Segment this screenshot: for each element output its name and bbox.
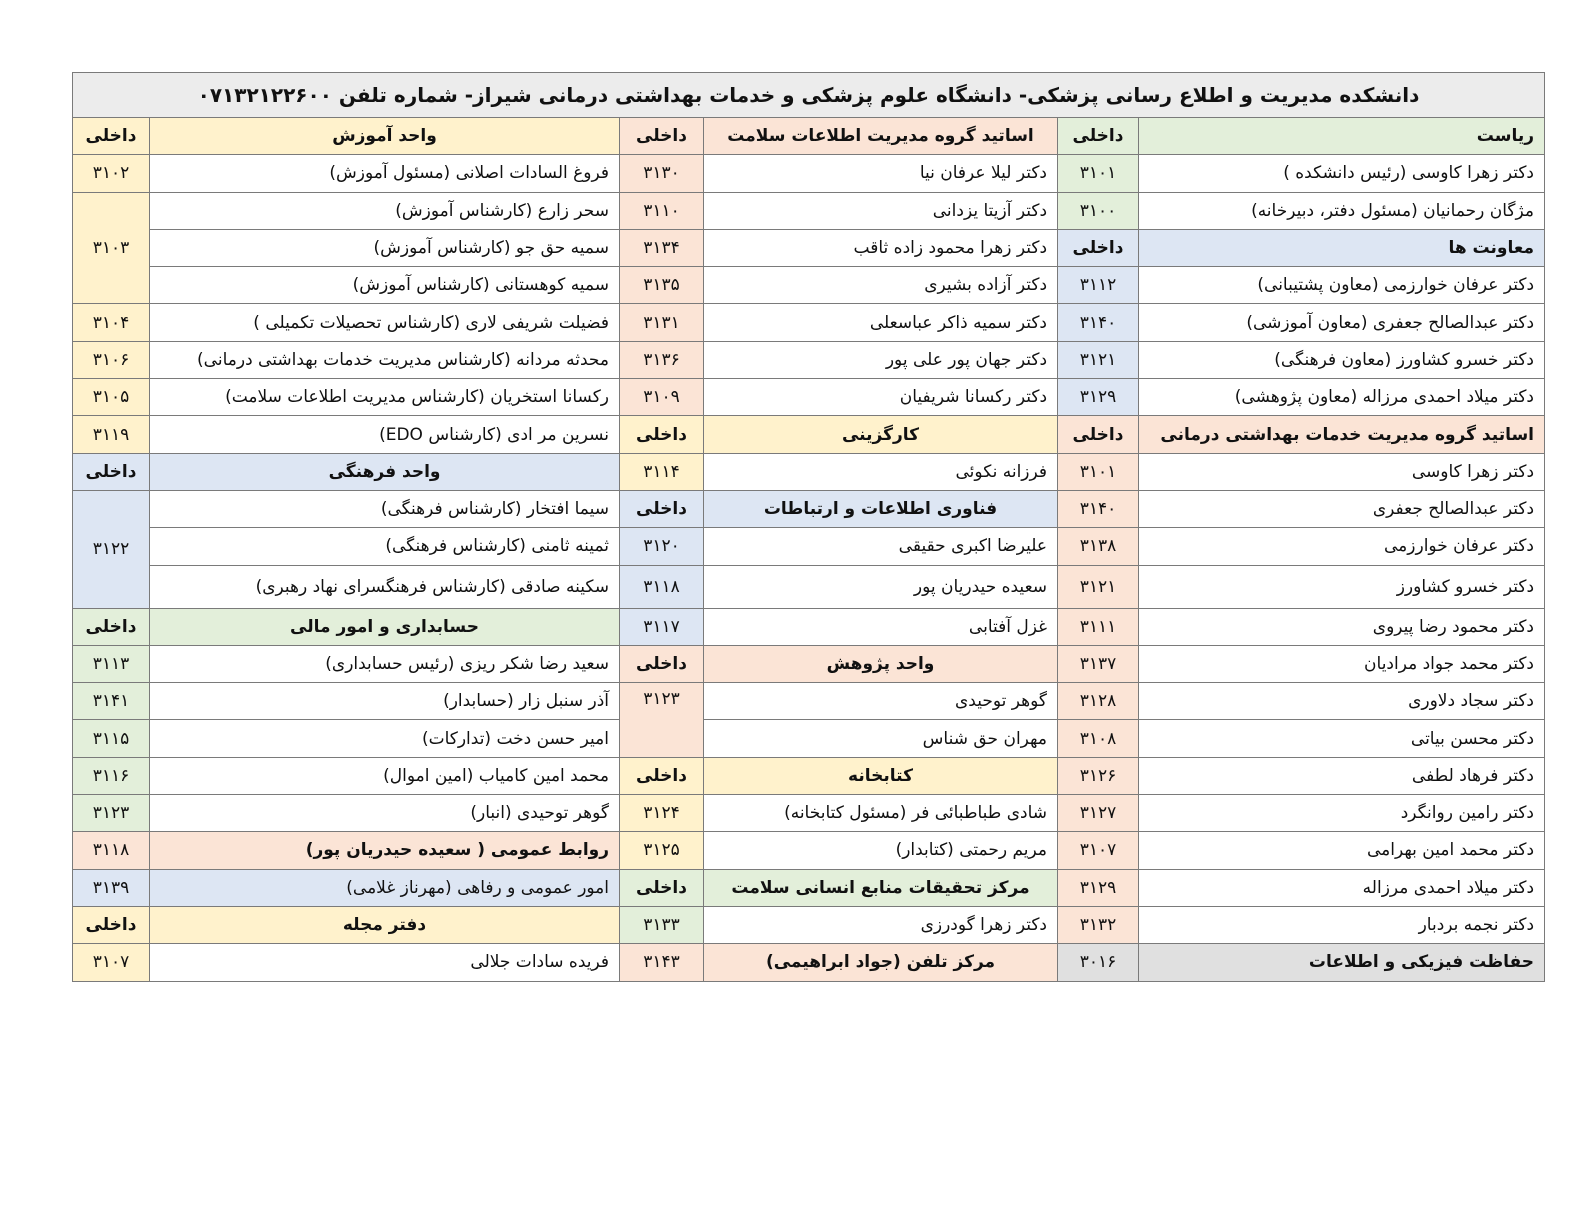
staff-name: سعیده حیدریان پور [704,565,1058,608]
it-header: فناوری اطلاعات و ارتباطات [704,490,1058,527]
staff-ext: ۳۱۳۲ [1058,906,1139,943]
staff-name: فرزانه نکوئی [704,453,1058,490]
staff-ext: ۳۱۲۳ [620,683,704,758]
staff-ext: ۳۱۲۹ [1058,379,1139,416]
staff-ext: ۳۱۲۰ [620,528,704,565]
deputies-header: معاونت ها [1139,229,1545,266]
staff-name: دکتر عرفان خوارزمی [1139,528,1545,565]
hsm-faculty-header: اساتید گروه مدیریت خدمات بهداشتی درمانی [1139,416,1545,453]
staff-name: دکتر زهرا محمود زاده ثاقب [704,229,1058,266]
staff-name: محمد امین کامیاب (امین اموال) [150,757,620,794]
staff-name: فریده سادات جلالی [150,944,620,981]
staff-ext: ۳۱۰۱ [1058,453,1139,490]
staff-name: سحر زارع (کارشناس آموزش) [150,192,620,229]
staff-ext: ۳۱۰۲ [73,155,150,192]
staff-name: دکتر سمیه ذاکر عباسعلی [704,304,1058,341]
staff-ext: ۳۱۰۶ [73,341,150,378]
staff-name: دکتر رامین روانگرد [1139,795,1545,832]
directory-table [72,72,1545,982]
staff-ext: ۳۱۱۰ [620,192,704,229]
staff-ext: ۳۱۳۷ [1058,645,1139,682]
ext-header: داخلی [1058,229,1139,266]
staff-ext: ۳۱۱۸ [620,565,704,608]
staff-name: دکتر زهرا کاوسی [1139,453,1545,490]
staff-name: آذر سنبل زار (حسابدار) [150,683,620,720]
staff-ext: ۳۱۴۰ [1058,490,1139,527]
staff-ext: ۳۱۱۷ [620,608,704,645]
staff-name: گوهر توحیدی (انبار) [150,795,620,832]
staff-name: دکتر میلاد احمدی مرزاله (معاون پژوهشی) [1139,379,1545,416]
staff-name: فضیلت شریفی لاری (کارشناس تحصیلات تکمیلی ) [150,304,620,341]
staff-ext: ۳۱۲۳ [73,795,150,832]
research-header: واحد پژوهش [704,645,1058,682]
staff-name: دکتر لیلا عرفان نیا [704,155,1058,192]
staff-ext: ۳۱۲۷ [1058,795,1139,832]
accounting-header: حسابداری و امور مالی [150,608,620,645]
staff-ext: ۳۱۲۵ [620,832,704,869]
staff-ext: ۳۱۰۴ [73,304,150,341]
staff-ext: ۳۱۲۸ [1058,683,1139,720]
staff-name: دکتر محمد امین بهرامی [1139,832,1545,869]
staff-ext: ۳۱۱۵ [73,720,150,757]
staff-name: فروغ السادات اصلانی (مسئول آموزش) [150,155,620,192]
ext-header: داخلی [1058,416,1139,453]
staff-ext: ۳۱۱۴ [620,453,704,490]
staff-ext: ۳۰۱۶ [1058,944,1139,981]
ext-header: داخلی [73,906,150,943]
staff-name: نسرین مر ادی (کارشناس EDO) [150,416,620,453]
staff-ext: ۳۱۱۳ [73,645,150,682]
staff-ext: ۳۱۲۴ [620,795,704,832]
staff-ext: ۳۱۲۲ [73,490,150,608]
staff-name: دکتر زهرا گودرزی [704,906,1058,943]
staff-name: دکتر آزاده بشیری [704,267,1058,304]
staff-name: غزل آفتابی [704,608,1058,645]
staff-ext: ۳۱۳۴ [620,229,704,266]
staff-ext: ۳۱۰۹ [620,379,704,416]
staff-name: محدثه مردانه (کارشناس مدیریت خدمات بهداشتی درمانی) [150,341,620,378]
staff-ext: ۳۱۲۱ [1058,565,1139,608]
staff-ext: ۳۱۱۹ [73,416,150,453]
staff-ext: ۳۱۰۸ [1058,720,1139,757]
staff-ext: ۳۱۰۵ [73,379,150,416]
page-title: دانشکده مدیریت و اطلاع رسانی پزشکی- دانشگاه علوم پزشکی و خدمات بهداشتی درمانی شیراز- شماره تلفن ۰۷۱۳۲۱۲۲۶۰۰ [73,73,1545,118]
staff-ext: ۳۱۱۶ [73,757,150,794]
staff-name: دکتر رکسانا شریفیان [704,379,1058,416]
security-header: حفاظت فیزیکی و اطلاعات [1139,944,1545,981]
staff-ext: ۳۱۴۰ [1058,304,1139,341]
staff-name: مریم رحمتی (کتابدار) [704,832,1058,869]
staff-name: امیر حسن دخت (تدارکات) [150,720,620,757]
staff-name: علیرضا اکبری حقیقی [704,528,1058,565]
staff-name: دکتر محمد جواد مرادیان [1139,645,1545,682]
library-header: کتابخانه [704,757,1058,794]
welfare-header: امور عمومی و رفاهی (مهرناز غلامی) [150,869,620,906]
staff-name: رکسانا استخریان (کارشناس مدیریت اطلاعات سلامت) [150,379,620,416]
staff-ext: ۳۱۰۱ [1058,155,1139,192]
staff-ext: ۳۱۴۱ [73,683,150,720]
staff-name: دکتر میلاد احمدی مرزاله [1139,869,1545,906]
staff-name: دکتر عبدالصالح جعفری [1139,490,1545,527]
selection-header: کارگزینی [704,416,1058,453]
staff-ext: ۳۱۳۸ [1058,528,1139,565]
staff-name: دکتر عرفان خوارزمی (معاون پشتیبانی) [1139,267,1545,304]
staff-name: دکتر سجاد دلاوری [1139,683,1545,720]
hr-center-header: مرکز تحقیقات منابع انسانی سلامت [704,869,1058,906]
staff-name: دکتر خسرو کشاورز [1139,565,1545,608]
ext-header: داخلی [620,118,704,155]
staff-name: مژگان رحمانیان (مسئول دفتر، دبیرخانه) [1139,192,1545,229]
staff-ext: ۳۱۰۳ [73,192,150,304]
staff-ext: ۳۱۱۸ [73,832,150,869]
him-faculty-header: اساتید گروه مدیریت اطلاعات سلامت [704,118,1058,155]
staff-name: دکتر جهان پور علی پور [704,341,1058,378]
journal-header: دفتر مجله [150,906,620,943]
staff-ext: ۳۱۲۱ [1058,341,1139,378]
staff-ext: ۳۱۱۱ [1058,608,1139,645]
staff-name: دکتر فرهاد لطفی [1139,757,1545,794]
staff-ext: ۳۱۰۰ [1058,192,1139,229]
staff-ext: ۳۱۲۹ [1058,869,1139,906]
public-relations-header: روابط عمومی ( سعیده حیدریان پور) [150,832,620,869]
staff-ext: ۳۱۲۶ [1058,757,1139,794]
staff-name: ثمینه ثامنی (کارشناس فرهنگی) [150,528,620,565]
staff-name: دکتر محسن بیاتی [1139,720,1545,757]
ext-header: داخلی [620,645,704,682]
ext-header: داخلی [1058,118,1139,155]
staff-ext: ۳۱۰۷ [1058,832,1139,869]
staff-ext: ۳۱۳۵ [620,267,704,304]
staff-ext: ۳۱۳۱ [620,304,704,341]
staff-ext: ۳۱۳۰ [620,155,704,192]
staff-name: سعید رضا شکر ریزی (رئیس حسابداری) [150,645,620,682]
staff-name: گوهر توحیدی [704,683,1058,720]
staff-ext: ۳۱۳۳ [620,906,704,943]
culture-header: واحد فرهنگی [150,453,620,490]
staff-ext: ۳۱۳۹ [73,869,150,906]
staff-name: دکتر نجمه بردبار [1139,906,1545,943]
ext-header: داخلی [620,869,704,906]
ext-header: داخلی [620,416,704,453]
staff-name: سمیه کوهستانی (کارشناس آموزش) [150,267,620,304]
staff-name: سیما افتخار (کارشناس فرهنگی) [150,490,620,527]
ext-header: داخلی [73,453,150,490]
phone-center-header: مرکز تلفن (جواد ابراهیمی) [704,944,1058,981]
presidency-header: ریاست [1139,118,1545,155]
staff-name: دکتر محمود رضا پیروی [1139,608,1545,645]
staff-name: دکتر عبدالصالح جعفری (معاون آموزشی) [1139,304,1545,341]
staff-ext: ۳۱۴۳ [620,944,704,981]
staff-name: سمیه حق جو (کارشناس آموزش) [150,229,620,266]
staff-name: سکینه صادقی (کارشناس فرهنگسرای نهاد رهبری) [150,565,620,608]
education-header: واحد آموزش [150,118,620,155]
staff-name: مهران حق شناس [704,720,1058,757]
ext-header: داخلی [73,118,150,155]
ext-header: داخلی [620,490,704,527]
ext-header: داخلی [620,757,704,794]
staff-name: دکتر زهرا کاوسی (رئیس دانشکده ) [1139,155,1545,192]
staff-ext: ۳۱۰۷ [73,944,150,981]
staff-name: شادی طباطبائی فر (مسئول کتابخانه) [704,795,1058,832]
staff-name: دکتر آزیتا یزدانی [704,192,1058,229]
ext-header: داخلی [73,608,150,645]
staff-ext: ۳۱۳۶ [620,341,704,378]
staff-ext: ۳۱۱۲ [1058,267,1139,304]
staff-name: دکتر خسرو کشاورز (معاون فرهنگی) [1139,341,1545,378]
